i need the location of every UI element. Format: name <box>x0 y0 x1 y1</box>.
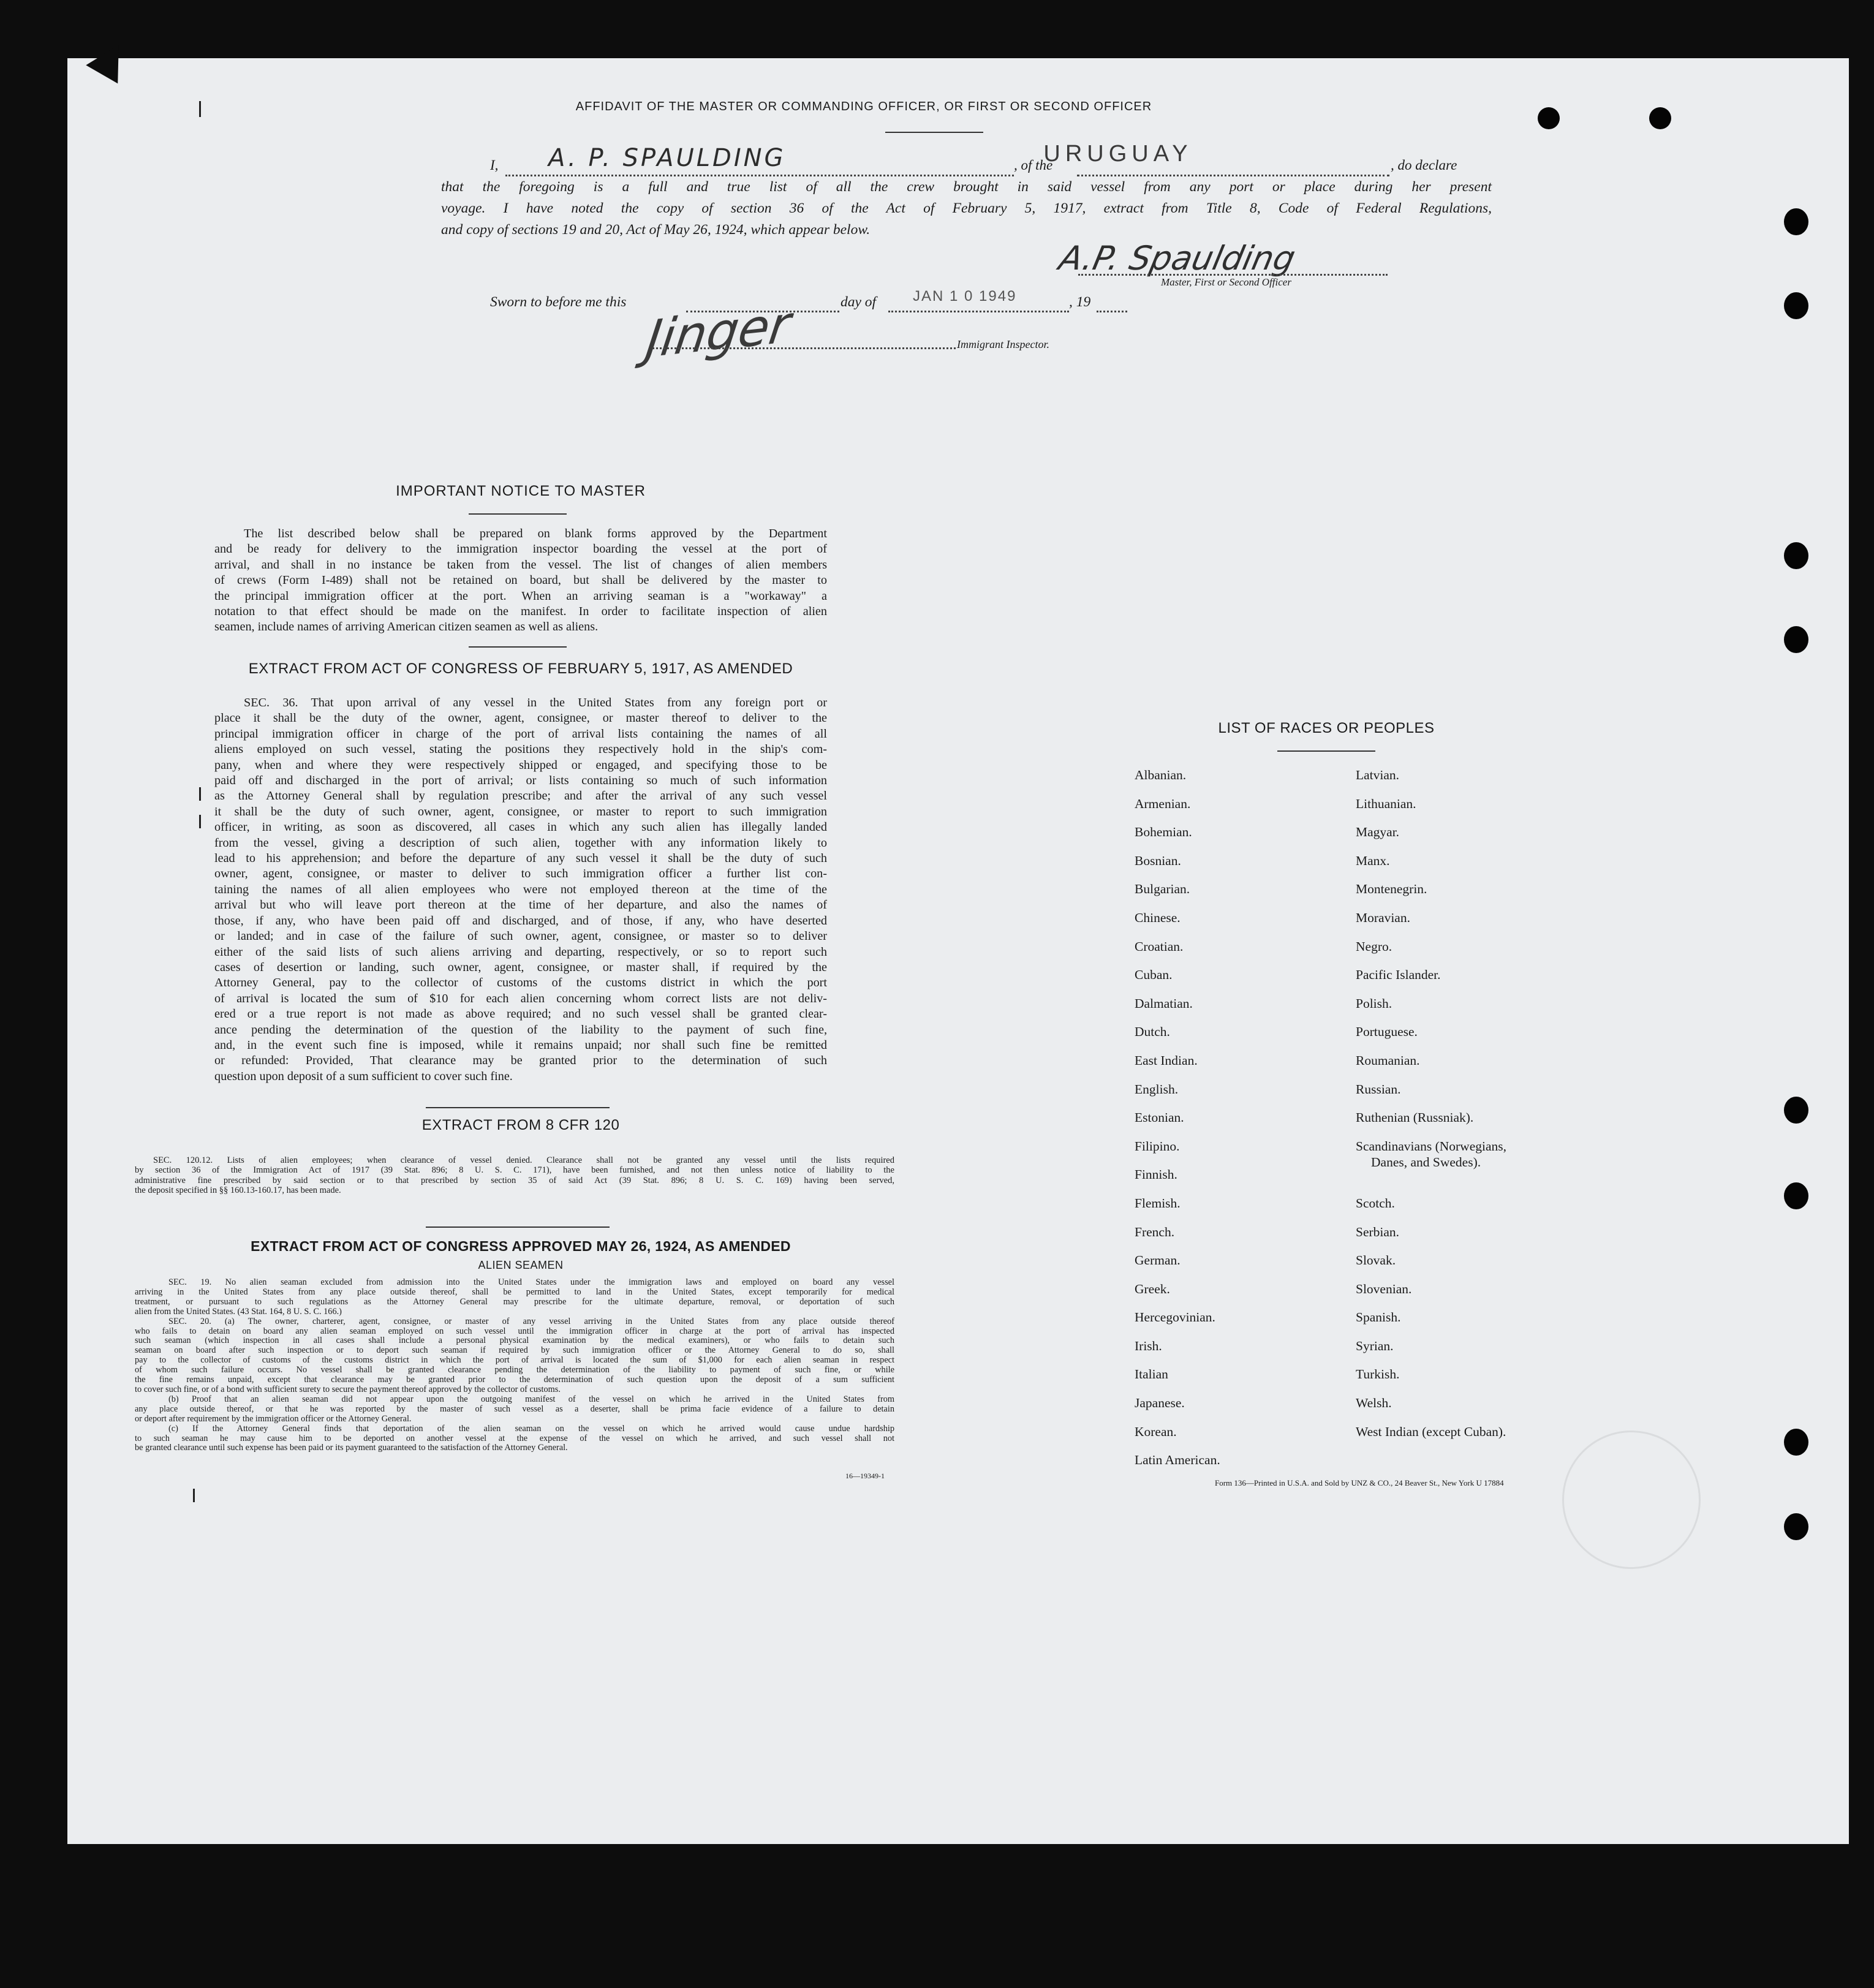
extract-1924-line: of whom such failure occurs. No vessel shall be granted clearance pending the determination of the liability to payment of such fine, or while <box>135 1365 894 1375</box>
extract-1917-line: cases of desertion or landing, such owner, agent, consignee, or master shall, if required by the <box>214 960 827 974</box>
race-item: Moravian. <box>1356 910 1410 925</box>
extract-1924-line: such seaman (which inspection in all cases shall include a personal physical examination by the medical examiners), or who fails to detain such <box>135 1336 894 1346</box>
race-item: Albanian. <box>1135 768 1187 782</box>
extract-1917-line: of arrival is located the sum of $10 for each alien concerning whom correct lists are not deliv- <box>214 991 827 1005</box>
extract-1924-title: EXTRACT FROM ACT OF CONGRESS APPROVED MAY 26, 1924, AS AMENDED <box>251 1238 791 1254</box>
cfr-line: SEC. 120.12. Lists of alien employees; when clearance of vessel denied. Clearance shall not be granted any vessel until the lists required <box>153 1155 894 1165</box>
notice-body <box>214 526 827 635</box>
race-item: Korean. <box>1135 1424 1177 1439</box>
extract-1924-line: to such seaman he may cause him to be deported on another vessel at the expense of the vessel on which he arrived, and such vessel shall not <box>135 1433 894 1443</box>
races-title: LIST OF RACES OR PEOPLES <box>1218 720 1435 736</box>
race-item: Finnish. <box>1135 1167 1177 1182</box>
punch-hole <box>1784 542 1808 569</box>
extract-1917-line: SEC. 36. That upon arrival of any vessel in the United States from any foreign port or <box>244 696 827 709</box>
race-item: Slovenian. <box>1356 1281 1412 1296</box>
race-item: Polish. <box>1356 996 1392 1011</box>
divider <box>885 132 983 133</box>
extract-1917-line: Attorney General, pay to the collector of customs of the customs district in which the port <box>214 976 827 990</box>
race-item: Latvian. <box>1356 768 1400 782</box>
extract-1917-line: owner, agent, consignee, or master to deliver to such immigration officer a further list con- <box>214 867 827 881</box>
extract-1924-line: arriving in the United States from any place outside thereof, shall be permitted to land in the United States, except temporarily for medical <box>135 1287 894 1297</box>
extract-1917-title: EXTRACT FROM ACT OF CONGRESS OF FEBRUARY 5, 1917, AS AMENDED <box>248 660 793 677</box>
extract-1917-line: or landed; and in case of the failure of such owner, agent, consignee, or master so to deliver <box>214 929 827 943</box>
race-item: Ruthenian (Russniak). <box>1356 1110 1474 1125</box>
race-item: West Indian (except Cuban). <box>1356 1424 1506 1439</box>
divider <box>426 1226 610 1228</box>
master-name: A. P. SPAULDING <box>548 144 786 172</box>
extract-1924-line: be granted clearance until such expense has been paid or its payment guaranteed to the satisfaction of the Attorney General. <box>135 1443 568 1453</box>
race-item: Latin American. <box>1135 1453 1220 1468</box>
extract-1917-line: either of the said lists of such aliens arriving and departing, respectively, or so to report such <box>214 945 827 959</box>
extract-1924-line: to cover such fine, or of a bond with sufficient surety to secure the payment thereof approved by the collector of customs. <box>135 1384 561 1394</box>
extract-1917-line: those, if any, who have been paid off and discharged, and of those, if any, who have deserted <box>214 913 827 928</box>
sworn-text: Sworn to before me this <box>490 294 627 310</box>
race-item: Bohemian. <box>1135 825 1192 840</box>
race-item: Lithuanian. <box>1356 796 1416 811</box>
form-printer-note: Form 136—Printed in U.S.A. and Sold by UNZ & CO., 24 Beaver St., New York U 17884 <box>1215 1478 1504 1487</box>
punch-hole <box>1784 1513 1808 1540</box>
extract-1924-subtitle: ALIEN SEAMEN <box>478 1259 564 1271</box>
extract-1917-line: place it shall be the duty of the owner, agent, consignee, or master thereof to deliver to the <box>214 711 827 725</box>
extract-1924-line: pay to the collector of customs of the customs district in which the port of arrival is located the sum of $1,000 for each alien seaman in respect <box>135 1355 894 1366</box>
year-text: , 19 <box>1069 294 1091 310</box>
extract-1917-line: or refunded: Provided, That clearance may be granted prior to the determination of such <box>214 1054 827 1068</box>
race-item: Dutch. <box>1135 1024 1170 1040</box>
embossed-seal <box>1562 1431 1701 1569</box>
extract-1917-line: pany, when and where they were respectively shipped or engaged, and specifying those to be <box>214 758 827 772</box>
master-signature: A.P. Spaulding <box>1056 239 1299 278</box>
do-declare-text: , do declare <box>1391 157 1457 173</box>
extract-1917-line: arrival but who will leave port thereon at the time of her departure, and also the names of <box>214 898 827 912</box>
race-item: Serbian. <box>1356 1224 1400 1239</box>
extract-1924-line: alien from the United States. (43 Stat. 164, 8 U. S. C. 166.) <box>135 1306 342 1317</box>
vessel-line <box>1077 175 1389 176</box>
extract-1917-line: and, in the event such fine is imposed, while it remains unpaid; nor shall such fine be remitted <box>214 1038 827 1052</box>
extract-1917-line: paid off and discharged in the port of arrival; or lists containing so much of such information <box>214 774 827 788</box>
punch-hole <box>1784 1182 1808 1209</box>
race-item: Russian. <box>1356 1081 1401 1097</box>
race-item: Turkish. <box>1356 1367 1400 1382</box>
race-item: Estonian. <box>1135 1110 1184 1125</box>
year-line <box>1097 311 1127 312</box>
cfr-line: administrative fine prescribed by said section or to that prescribed by section 35 of said Act (39 Stat. 896; 8 U. S. C. 169) having been served, <box>135 1175 894 1185</box>
race-item: Portuguese. <box>1356 1024 1418 1040</box>
sworn-month-line <box>888 311 1069 312</box>
name-line <box>505 175 1014 176</box>
divider <box>469 513 567 515</box>
extract-1924-line: SEC. 19. No alien seaman excluded from admission into the United States under the immigration laws and employed on board any vessel <box>168 1277 894 1287</box>
notice-line: the principal immigration officer at the port. When an arriving seaman is a "workaway" a <box>214 589 827 603</box>
extract-1924-line: seaman on board after such inspection or to deport such seaman if required by such immigration officer or the Attorney General to do so, shall <box>135 1345 894 1356</box>
margin-tick <box>199 101 201 117</box>
margin-tick <box>193 1489 195 1502</box>
margin-tick <box>199 815 201 828</box>
notice-line: notation to that effect should be made on the manifest. In order to facilitate inspection of alien <box>214 605 827 619</box>
race-item: Syrian. <box>1356 1338 1394 1353</box>
affidavit-line-4: and copy of sections 19 and 20, Act of May 26, 1924, which appear below. <box>441 222 871 238</box>
race-item: East Indian. <box>1135 1053 1198 1068</box>
race-item: Pacific Islander. <box>1356 967 1441 983</box>
extract-1917-body <box>214 695 827 1084</box>
punch-hole <box>1784 1429 1808 1456</box>
races-list <box>1135 767 1563 1527</box>
race-item: Flemish. <box>1135 1195 1181 1211</box>
extract-1924-line: who fails to detain on board any alien seaman employed on such vessel until the immigration officer in charge at the port of arrival has inspected <box>135 1326 894 1336</box>
punch-hole <box>1784 208 1808 235</box>
race-item <box>1356 1138 1506 1195</box>
punch-hole <box>1784 626 1808 653</box>
notice-line: The list described below shall be prepared on blank forms approved by the Department <box>244 527 827 540</box>
margin-tick <box>199 787 201 801</box>
affidavit-line-3: voyage. I have noted the copy of section 36 of the Act of February 5, 1917, extract from Title 8, Code of Federal Regulations, <box>441 200 1492 216</box>
master-caption: Master, First or Second Officer <box>1161 276 1291 288</box>
divider <box>1277 750 1375 752</box>
race-item: Negro. <box>1356 939 1392 954</box>
day-of-text: day of <box>841 294 877 310</box>
cfr-line: the deposit specified in §§ 160.13-160.17, has been made. <box>135 1185 341 1195</box>
notice-line: arrival, and shall in no instance be taken from the vessel. The list of changes of alien members <box>214 557 827 572</box>
race-item: Irish. <box>1135 1338 1162 1353</box>
extract-1924-line: (b) Proof that an alien seaman did not appear upon the outgoing manifest of the vessel on which he arrived in the United States from <box>168 1394 894 1404</box>
cfr-title: EXTRACT FROM 8 CFR 120 <box>421 1117 620 1133</box>
punch-hole <box>1649 107 1671 129</box>
vessel-name: URUGUAY <box>1043 141 1193 167</box>
extract-1924-line: SEC. 20. (a) The owner, charterer, agent, consignee, or master of any vessel arriving in the United States from any place outside thereof <box>168 1316 894 1326</box>
extract-1924-line: or deport after requirement by the immigration officer or the Attorney General. <box>135 1413 412 1424</box>
punch-hole <box>1538 107 1560 129</box>
race-item: Armenian. <box>1135 796 1191 811</box>
extract-1917-line: ance pending the determination of the question of the liability to the payment of such fine, <box>214 1022 827 1037</box>
race-item: Magyar. <box>1356 825 1400 840</box>
race-item: Croatian. <box>1135 939 1184 954</box>
extract-1924-line: the fine remains unpaid, except that clearance may be granted prior to the determination of such question upon the deposit of a sum sufficient <box>135 1375 894 1385</box>
race-item: Slovak. <box>1356 1253 1396 1268</box>
affidavit-title: AFFIDAVIT OF THE MASTER OR COMMANDING OFFICER, OR FIRST OR SECOND OFFICER <box>575 100 1152 113</box>
race-item-scandinavians: Scandinavians (Norwegians, <box>1356 1138 1506 1154</box>
races-left-column <box>1135 767 1220 1481</box>
race-item: Bulgarian. <box>1135 882 1190 897</box>
extract-1917-line: lead to his apprehension; and before the departure of any such vessel it shall be the duty of such <box>214 852 827 866</box>
race-item: French. <box>1135 1224 1175 1239</box>
race-item: Italian <box>1135 1367 1168 1382</box>
extract-1917-line: as the Attorney General shall by regulation prescribe; and after the arrival of any such vessel <box>214 789 827 803</box>
race-item: Greek. <box>1135 1281 1170 1296</box>
punch-hole <box>1784 292 1808 319</box>
race-item: Cuban. <box>1135 967 1173 983</box>
extract-1924-line: any place outside thereof, or that he was reported by the master of such vessel as a deserter, shall be prima facie evidence of a failure to detain <box>135 1404 894 1414</box>
race-item: Dalmatian. <box>1135 996 1193 1011</box>
inspector-signature: Jinger <box>642 295 795 370</box>
cfr-line: by section 36 of the Immigration Act of 1917 (39 Stat. 896; 8 U. S. C. 171), have been furnished, and not then unless notice of liability to the <box>135 1165 894 1176</box>
form-code: 16—19349-1 <box>845 1472 885 1480</box>
race-item: Roumanian. <box>1356 1053 1420 1068</box>
extract-1917-line: question upon deposit of a sum sufficient to cover such fine. <box>214 1069 513 1083</box>
divider <box>426 1107 610 1108</box>
inspector-caption: Immigrant Inspector. <box>957 338 1049 350</box>
extract-1924-body <box>135 1278 894 1453</box>
extract-1917-line: from the vessel, giving a description of such alien, together with any information likely to <box>214 836 827 850</box>
race-item: English. <box>1135 1081 1179 1097</box>
notice-title: IMPORTANT NOTICE TO MASTER <box>396 483 646 499</box>
race-item: German. <box>1135 1253 1181 1268</box>
extract-1917-line: it shall be the duty of such owner, agent, consignee, or master to report to such immigration <box>214 804 827 818</box>
divider <box>469 646 567 648</box>
notice-line: seamen, include names of arriving American citizen seamen as well as aliens. <box>214 620 599 634</box>
extract-1917-line: officer, in writing, as soon as discovered, all cases in which any such alien has illegally landed <box>214 820 827 834</box>
of-the-text: , of the <box>1014 157 1053 173</box>
extract-1917-line: aliens employed on such vessel, stating the positions they respectively hold in the ship's com- <box>214 743 827 757</box>
race-item: Spanish. <box>1356 1310 1401 1325</box>
race-item: Chinese. <box>1135 910 1181 925</box>
races-right-column <box>1356 767 1506 1452</box>
race-item: Manx. <box>1356 853 1390 868</box>
notice-line: of crews (Form I-489) shall not be retained on board, but shall be delivered by the master to <box>214 573 827 588</box>
date-stamp: JAN 1 0 1949 <box>913 288 1017 304</box>
race-item: Bosnian. <box>1135 853 1181 868</box>
affidavit-line-2: that the foregoing is a full and true list of all the crew brought in said vessel from any port or place during her present <box>441 179 1492 195</box>
race-item: Montenegrin. <box>1356 882 1427 897</box>
extract-1917-line: principal immigration officer in charge of the port of arrival lists containing the names of all <box>214 727 827 741</box>
race-item: Japanese. <box>1135 1396 1185 1411</box>
affidavit-i: I, <box>490 157 499 173</box>
punch-hole <box>1784 1097 1808 1124</box>
race-item: Filipino. <box>1135 1138 1180 1154</box>
extract-1917-line: taining the names of all alien employees who were not employed thereon at the time of the <box>214 882 827 896</box>
extract-1924-line: (c) If the Attorney General finds that deportation of the alien seaman on the vessel on which he arrived would cause undue hardship <box>168 1423 894 1434</box>
inspector-line <box>652 347 956 349</box>
race-item: Scotch. <box>1356 1195 1395 1211</box>
race-item-scandinavians-cont: Danes, and Swedes). <box>1371 1154 1481 1170</box>
extract-1924-line: treatment, or pursuant to such regulations as the Attorney General may prescribe for the ultimate departure, removal, or deportation of such <box>135 1296 894 1307</box>
document-page <box>67 58 1849 1844</box>
signature-line <box>1078 274 1388 276</box>
extract-1917-line: ered or a true report is not made as above required; and no such vessel shall be granted clear- <box>214 1007 827 1021</box>
race-item: Welsh. <box>1356 1396 1392 1411</box>
race-item: Hercegovinian. <box>1135 1310 1215 1325</box>
cfr-body <box>135 1155 894 1195</box>
notice-line: and be ready for delivery to the immigration inspector boarding the vessel at the port of <box>214 542 827 556</box>
